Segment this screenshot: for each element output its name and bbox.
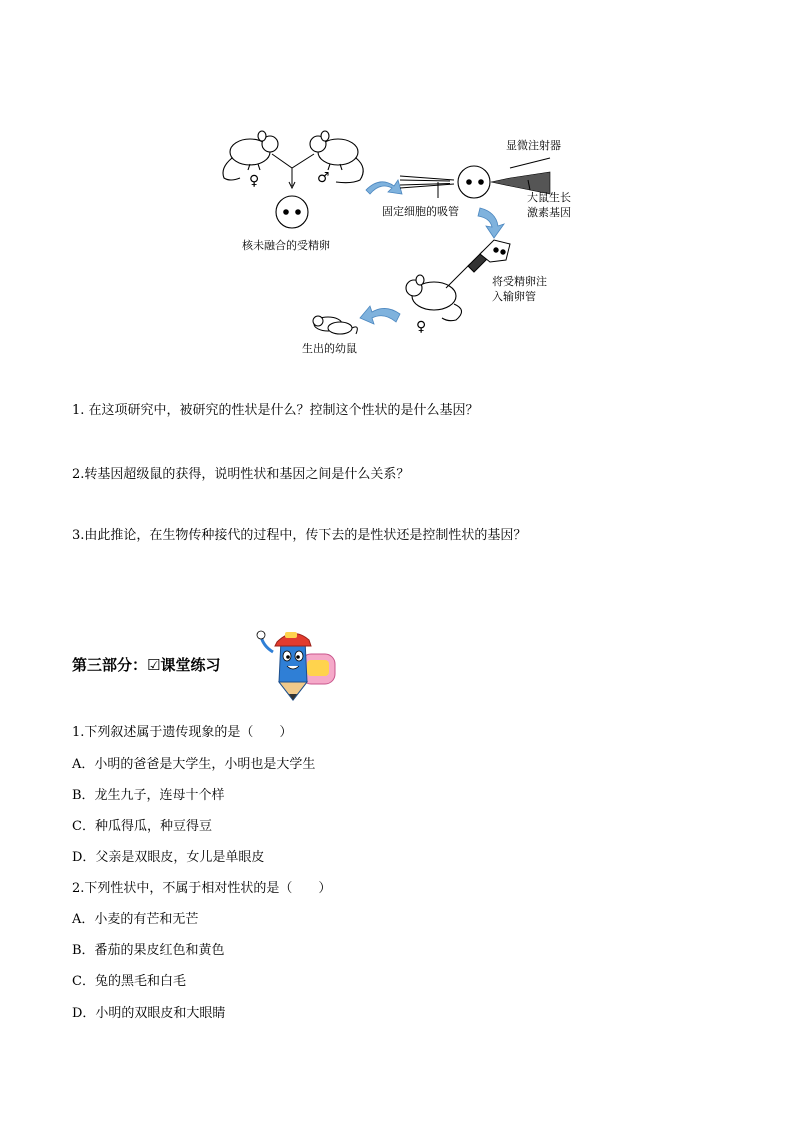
female-symbol: ♀ xyxy=(249,173,260,189)
question-3: 3.由此推论，在生物传种接代的过程中，传下去的是性状还是控制性状的基因？ xyxy=(72,528,527,543)
exercise-1-stem: 1.下列叙述属于遗传现象的是（ ） xyxy=(72,725,293,740)
pipette-icon xyxy=(400,176,454,198)
baby-mice-label: 生出的幼鼠 xyxy=(302,342,357,355)
question-1: 1. 在这项研究中，被研究的性状是什么？控制这个性状的是什么基因？ xyxy=(72,403,479,418)
hormone-gene-label-line1: 大鼠生长 xyxy=(527,191,571,204)
exercise-1-option-b: B．龙生九子，连母十个样 xyxy=(72,788,225,803)
section-title: 第三部分：☑课堂练习 xyxy=(72,656,221,674)
transgenic-mouse-diagram xyxy=(210,128,590,368)
inject-label-line1: 将受精卵注 xyxy=(492,275,547,288)
egg-in-pipette-icon xyxy=(458,166,490,198)
exercise-1-option-c: C．种瓜得瓜，种豆得豆 xyxy=(72,819,212,834)
exercise-2-option-c: C．兔的黑毛和白毛 xyxy=(72,974,186,989)
inject-label-line2: 入输卵管 xyxy=(492,290,536,303)
exercise-2-option-d: D．小明的双眼皮和大眼睛 xyxy=(72,1006,226,1021)
egg-label: 核未融合的受精卵 xyxy=(242,239,330,252)
blue-arrow-icon xyxy=(360,306,400,324)
exercise-2-stem: 2.下列性状中，不属于相对性状的是（ ） xyxy=(72,881,332,896)
fertilized-egg-icon xyxy=(276,196,308,228)
cross-lines xyxy=(272,154,314,188)
male-symbol: ♂ xyxy=(317,170,330,186)
blue-arrow-icon xyxy=(366,180,402,194)
hormone-gene-label-line2: 激素基因 xyxy=(527,206,571,219)
pipette-label: 固定细胞的吸管 xyxy=(382,205,459,218)
syringe-needle-icon xyxy=(491,158,550,194)
syringe-label: 显微注射器 xyxy=(506,139,561,152)
blue-arrow-icon xyxy=(478,208,504,238)
exercise-1-option-a: A．小明的爸爸是大学生，小明也是大学生 xyxy=(72,757,316,772)
baby-mice-icon xyxy=(313,316,357,334)
female-symbol-2: ♀ xyxy=(416,319,427,335)
pencil-mascot-icon xyxy=(255,626,341,702)
recipient-mouse-icon xyxy=(406,275,462,321)
exercise-1-option-d: D．父亲是双眼皮，女儿是单眼皮 xyxy=(72,850,265,865)
exercise-2-option-a: A．小麦的有芒和无芒 xyxy=(72,912,199,927)
exercise-2-option-b: B．番茄的果皮红色和黄色 xyxy=(72,943,225,958)
question-2: 2.转基因超级鼠的获得，说明性状和基因之间是什么关系？ xyxy=(72,467,410,482)
